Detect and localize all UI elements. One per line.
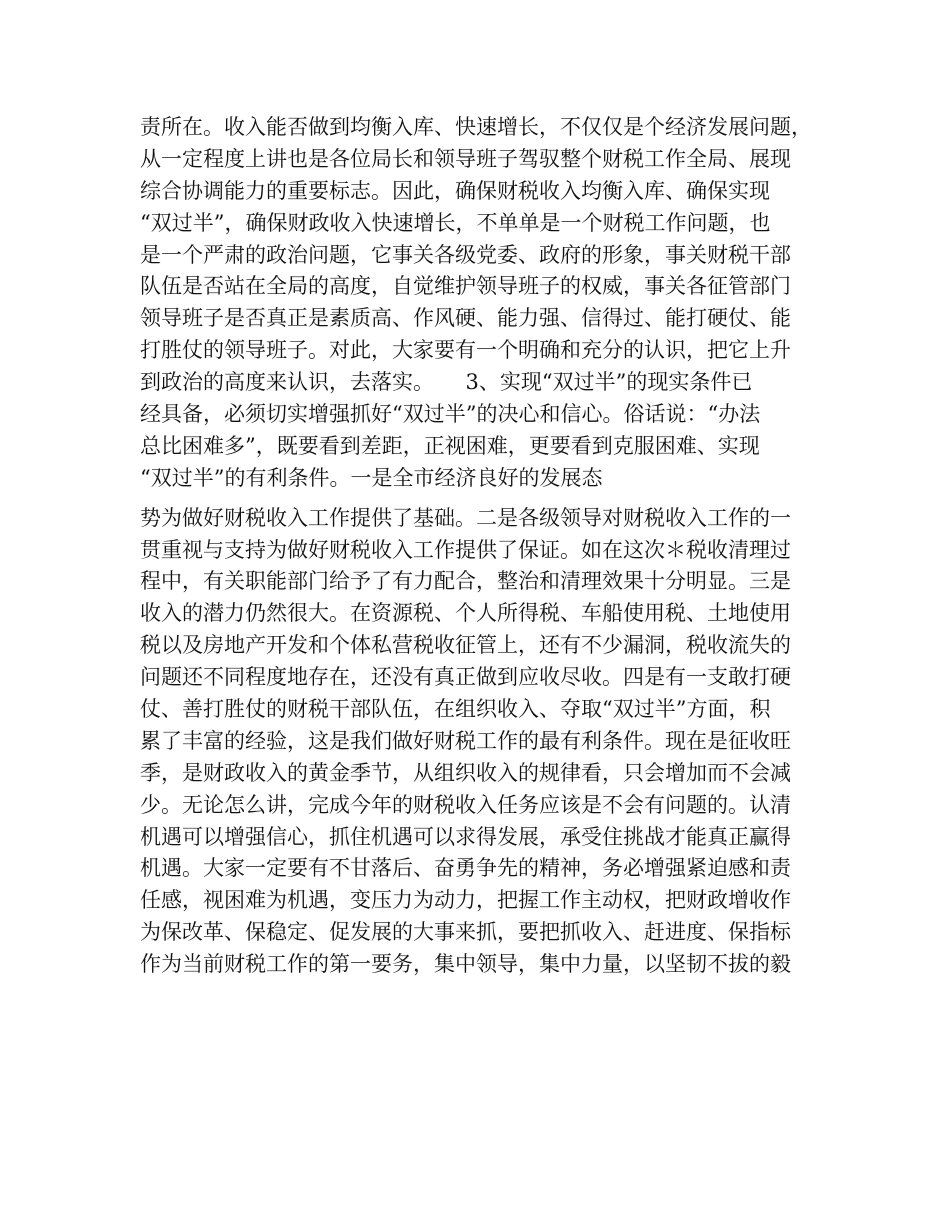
text-line: 到政治的高度来认识，去落实。 3、实现“双过半”的现实条件已: [140, 370, 753, 395]
text-line: 税以及房地产开发和个体私营税收征管上，还有不少漏洞，税收流失的: [140, 633, 791, 658]
text-line: 总比困难多”，既要看到差距，正视困难，更要看到克服困难、实现: [140, 433, 760, 458]
text-line: 仗、善打胜仗的财税干部队伍，在组织收入、夺取“双过半”方面，积: [140, 697, 771, 722]
text-line: 责所在。收入能否做到均衡入库、快速增长，不仅仅是个经济发展问题，: [140, 115, 812, 139]
text-line: 程中，有关职能部门给予了有力配合，整治和清理效果十分明显。三是: [140, 569, 791, 594]
text-line: 少。无论怎么讲，完成今年的财税收入任务应该是不会有问题的。认清: [140, 792, 791, 817]
text-line: 经具备，必须切实增强抓好“双过半”的决心和信心。俗话说：“办法: [140, 402, 761, 427]
text-line: 作为当前财税工作的第一要务，集中领导，集中力量，以坚韧不拔的毅: [140, 952, 791, 977]
text-line: 为保改革、保稳定、促发展的大事来抓，要把抓收入、赶进度、保指标: [140, 920, 791, 945]
text-line: 综合协调能力的重要标志。因此，确保财税收入均衡入库、确保实现: [140, 178, 770, 203]
text-line: 从一定程度上讲也是各位局长和领导班子驾驭整个财税工作全局、展现: [140, 146, 791, 171]
text-line: 累了丰富的经验，这是我们做好财税工作的最有利条件。现在是征收旺: [140, 728, 791, 753]
document-body: [140, 112, 830, 981]
text-line: 机遇。大家一定要有不甘落后、奋勇争先的精神，务必增强紧迫感和责: [140, 856, 791, 881]
text-line: 势为做好财税收入工作提供了基础。二是各级领导对财税收入工作的一: [140, 505, 791, 530]
text-line: 季，是财政收入的黄金季节，从组织收入的规律看，只会增加而不会减: [140, 760, 791, 785]
text-line: 机遇可以增强信心，抓住机遇可以求得发展，承受住挑战才能真正赢得: [140, 824, 791, 849]
text-line: 是一个严肃的政治问题，它事关各级党委、政府的形象，事关财税干部: [140, 242, 791, 267]
text-line: “双过半”的有利条件。一是全市经济良好的发展态: [140, 465, 603, 490]
text-line: 任感，视困难为机遇，变压力为动力，把握工作主动权，把财政增收作: [140, 888, 791, 913]
text-line: 问题还不同程度地存在，还没有真正做到应收尽收。四是有一支敢打硬: [140, 665, 791, 690]
text-line: 队伍是否站在全局的高度，自觉维护领导班子的权威，事关各征管部门: [140, 274, 791, 299]
text-line: 打胜仗的领导班子。对此，大家要有一个明确和充分的认识，把它上升: [140, 338, 791, 363]
text-line: 领导班子是否真正是素质高、作风硬、能力强、信得过、能打硬仗、能: [140, 306, 791, 331]
text-line: 收入的潜力仍然很大。在资源税、个人所得税、车船使用税、土地使用: [140, 601, 791, 626]
text-line: “双过半”，确保财政收入快速增长，不单单是一个财税工作问题，也: [140, 210, 771, 235]
text-line: 贯重视与支持为做好财税收入工作提供了保证。如在这次＊税收清理过: [140, 537, 791, 562]
